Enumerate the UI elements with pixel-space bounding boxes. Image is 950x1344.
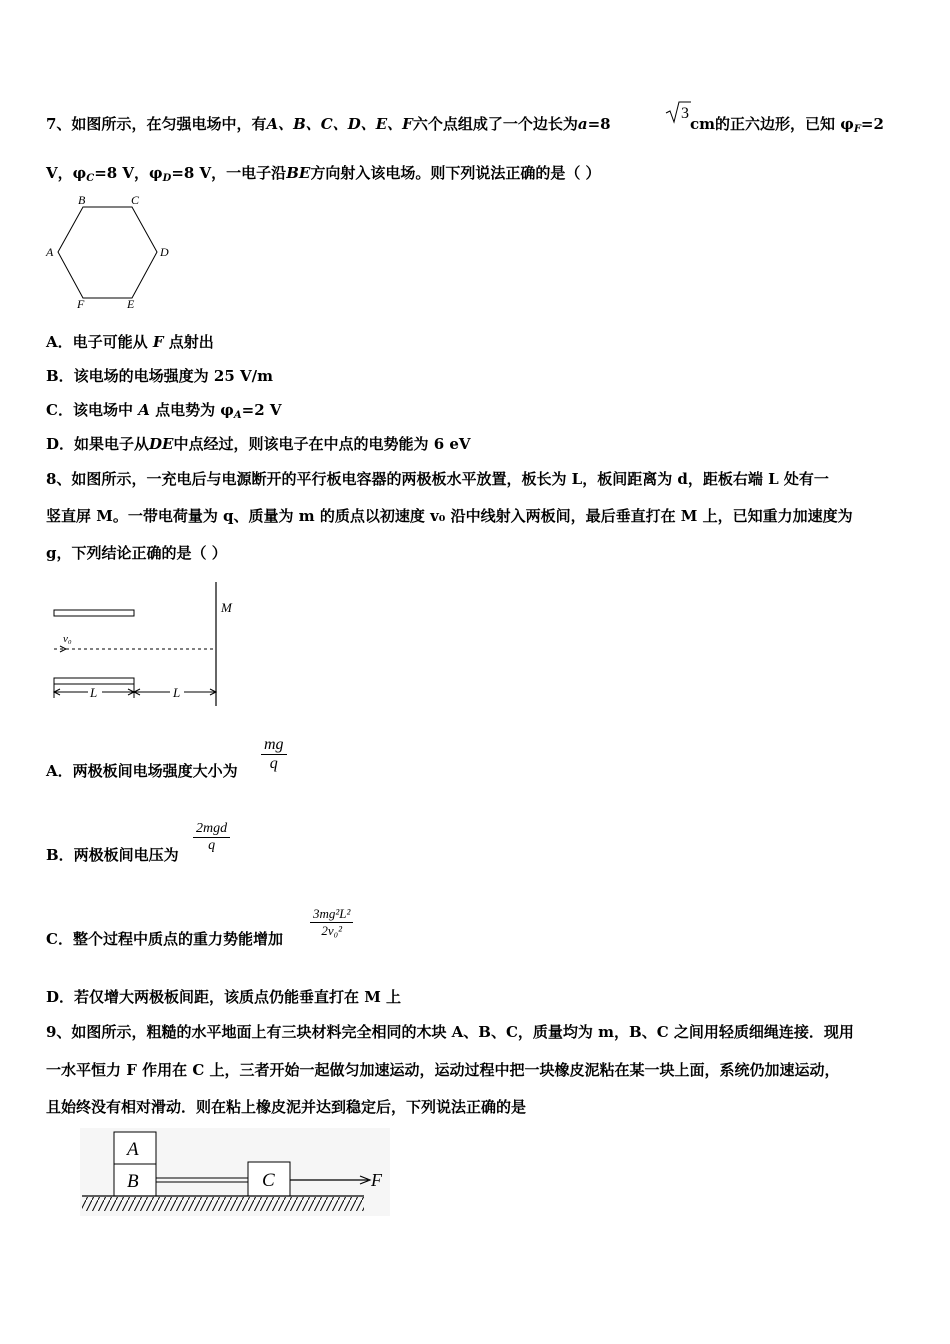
frac-num: 3mg²L² [313, 906, 351, 921]
q7-text: =8 [587, 115, 611, 133]
q7-text: =8 V，φ [94, 164, 163, 182]
hex-label-e: E [127, 297, 135, 311]
option-text: C．该电场中 [46, 401, 133, 419]
q8-option-d: D．若仅增大两极板间距，该质点仍能垂直打在 M 上 [46, 988, 402, 1006]
subscript: A [233, 410, 242, 421]
q7-var-a: a [577, 115, 588, 133]
option-text: A．电子可能从 [46, 333, 148, 351]
capacitor-figure [46, 578, 246, 713]
option-text: 中点经过，则该电子在中点的电势能为 6 eV [173, 435, 471, 453]
option-text: 点电势为 φ [155, 401, 234, 419]
q8-option-c: C．整个过程中质点的重力势能增加 [46, 930, 283, 948]
q8-option-a: A．两极板间电场强度大小为 [46, 762, 238, 780]
hexagon-figure [40, 190, 180, 315]
q7-option-a [46, 332, 214, 352]
fraction-a [261, 736, 287, 773]
q8-line-2: 竖直屏 M。一带电荷量为 q、质量为 m 的质点以初速度 v₀ 沿中线射入两板间，最后垂直打在 M 上，已知重力加速度为 [46, 507, 853, 525]
hex-label-f: F [77, 297, 85, 311]
blocks-figure [80, 1128, 390, 1216]
label-b: B [127, 1171, 139, 1192]
q7-line-2 [46, 163, 601, 189]
ground-hatch [82, 1197, 364, 1211]
label-l2: L [173, 685, 181, 700]
hex-label-b: B [78, 193, 86, 207]
option-var: DE [149, 435, 174, 453]
q7-text: =8 V，一电子沿 [171, 164, 287, 182]
q7-line-1 [46, 114, 611, 134]
label-a: A [127, 1139, 139, 1160]
lower-plate [54, 678, 134, 684]
frac-den: q [269, 755, 278, 772]
label-m: M [221, 600, 232, 615]
q9-line-2: 一水平恒力 F 作用在 C 上，三者开始一起做匀加速运动，运动过程中把一块橡皮泥粘在某一块上面，系统仍加速运动， [46, 1061, 840, 1079]
q9-line-3: 且始终没有相对滑动．则在粘上橡皮泥并达到稳定后，下列说法正确的是 [46, 1098, 527, 1116]
hex-label-d: D [160, 245, 169, 259]
sqrt-argument: 3 [681, 105, 689, 122]
hexagon-shape [58, 207, 157, 298]
q8-line-1: 8、如图所示，一充电后与电源断开的平行板电容器的两极板水平放置，板长为 L，板间距离为 d，距板右端 L 处有一 [46, 470, 829, 488]
frac-den: 2v₀² [321, 923, 343, 938]
option-var: F [152, 333, 164, 351]
label-v0: v₀ [63, 633, 72, 645]
fraction-b [193, 821, 230, 854]
option-text: 点射出 [168, 333, 214, 351]
q7-option-c [46, 400, 282, 426]
option-text: D．如果电子从 [46, 435, 150, 453]
option-text: =2 V [241, 401, 282, 419]
q8-line-3: g，下列结论正确的是（ ） [46, 544, 227, 562]
label-c: C [262, 1170, 275, 1191]
q7-var-be: BE [286, 164, 311, 182]
q9-line-1: 9、如图所示，粗糙的水平地面上有三块材料完全相同的木块 A、B、C，质量均为 m，B、C 之间用轻质细绳连接．现用 [46, 1023, 854, 1041]
frac-num: mg [264, 736, 284, 753]
q7-text: 7、如图所示，在匀强电场中，有 [46, 115, 267, 133]
hex-label-c: C [131, 193, 140, 207]
subscript: C [86, 173, 95, 184]
subscript: D [162, 173, 172, 184]
q7-line-1b [690, 114, 884, 140]
upper-plate [54, 610, 134, 616]
label-l1: L [90, 685, 98, 700]
option-var: A [138, 401, 150, 419]
q8-option-b: B．两极板间电压为 [46, 846, 179, 864]
subscript: F [853, 124, 861, 135]
hex-label-a: A [46, 245, 54, 259]
fraction-c [310, 906, 353, 939]
frac-num: 2mgd [196, 821, 228, 836]
q7-text: 方向射入该电场。则下列说法正确的是（ ） [310, 164, 601, 182]
q7-text: =2 [860, 115, 884, 133]
sqrt-symbol [664, 98, 692, 128]
q7-text: cm的正六边形，已知 φ [690, 115, 854, 133]
q7-text: V，φ [46, 164, 87, 182]
label-f: F [371, 1170, 382, 1190]
q7-option-d [46, 434, 471, 454]
q7-option-b: B．该电场的电场强度为 25 V/m [46, 367, 273, 385]
q7-text: 六个点组成了一个边长为 [412, 115, 578, 133]
q7-points: A、B、C、D、E、F [266, 115, 413, 133]
frac-den: q [208, 838, 216, 853]
